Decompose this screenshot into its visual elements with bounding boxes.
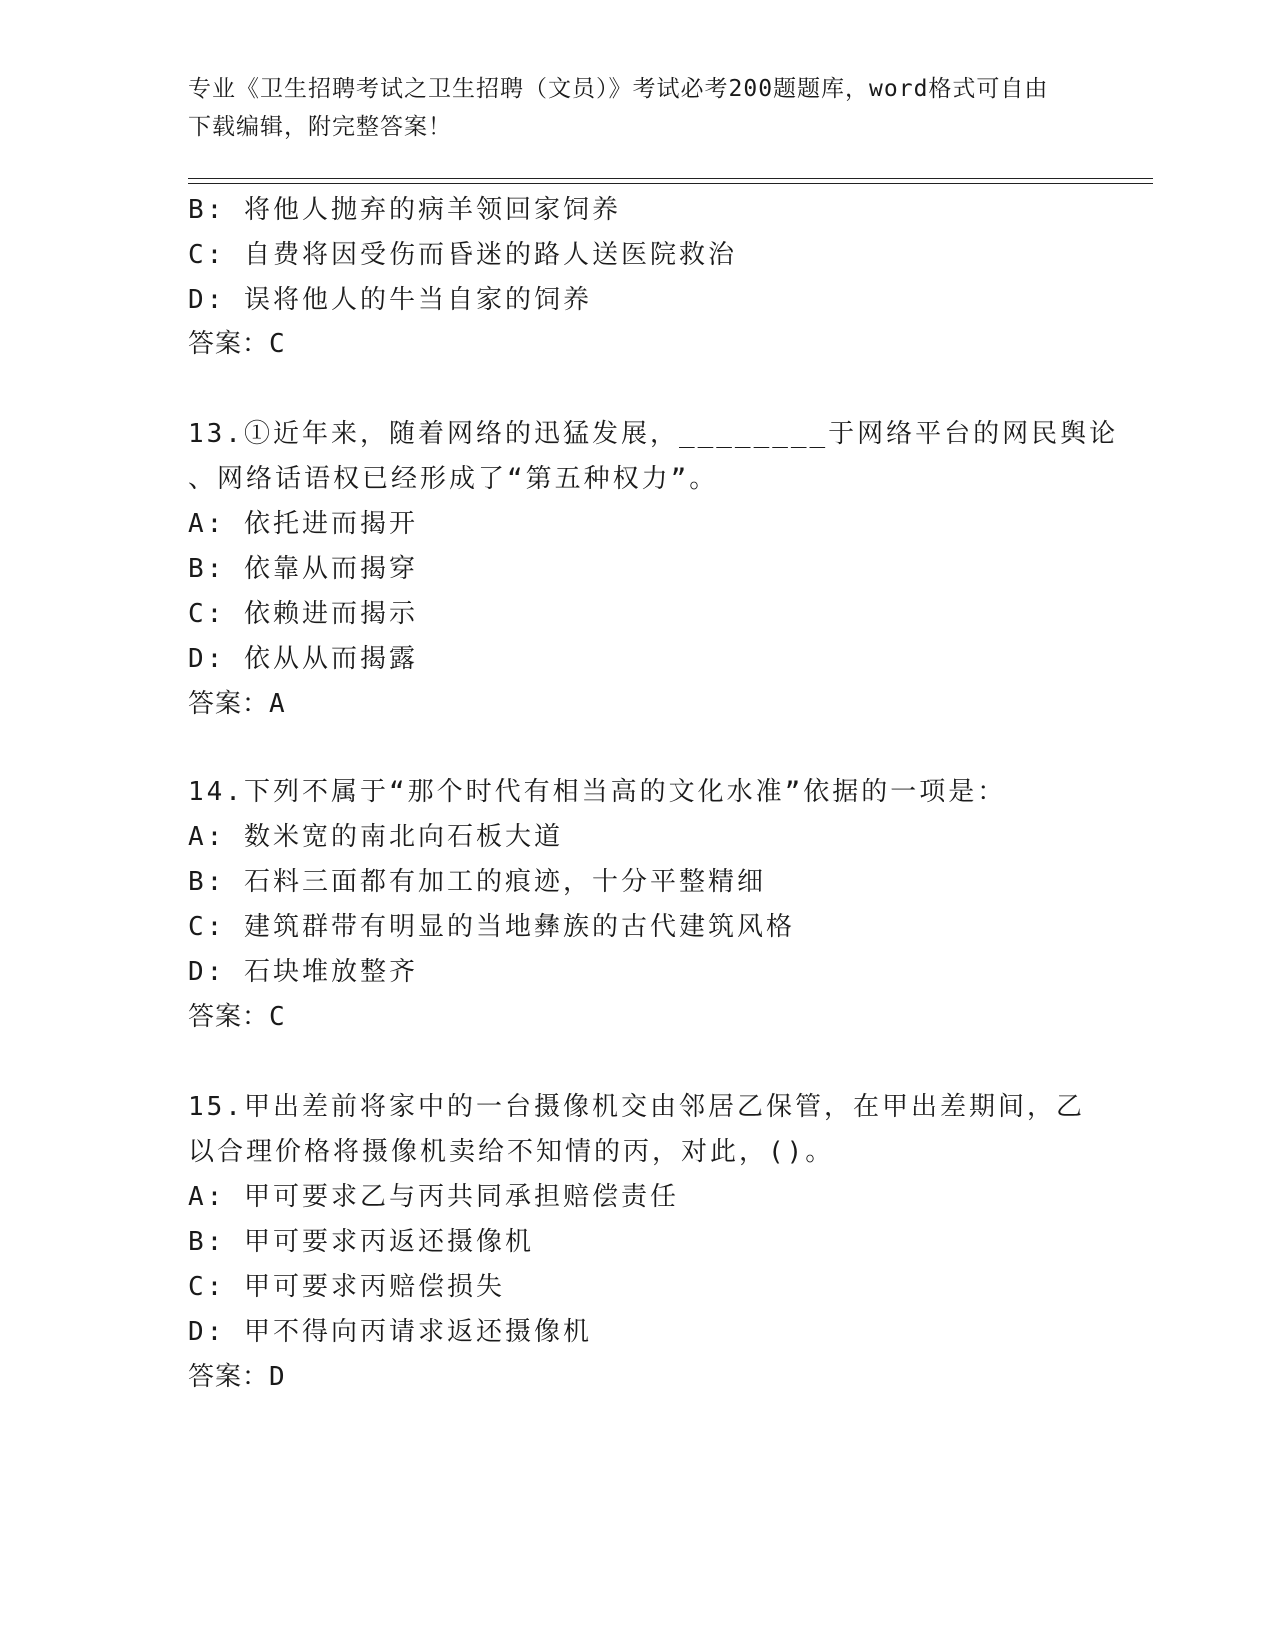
q14-stem-line1: 14.下列不属于“那个时代有相当高的文化水准”依据的一项是： <box>188 777 1007 807</box>
q13-option-b: B: 依靠从而揭穿 <box>188 554 418 584</box>
q12-answer: 答案：C <box>188 329 286 359</box>
q14-option-a: A: 数米宽的南北向石板大道 <box>188 822 563 852</box>
q14-option-c: C: 建筑群带有明显的当地彝族的古代建筑风格 <box>188 912 795 942</box>
q13-stem-line1: 13.①近年来，随着网络的迅猛发展，________于网络平台的网民舆论 <box>188 419 1119 449</box>
q12-option-c: C: 自费将因受伤而昏迷的路人送医院救治 <box>188 240 737 270</box>
document-header: 专业《卫生招聘考试之卫生招聘（文员）》考试必考200题题库，word格式可自由下载编辑，附完整答案！ <box>188 76 1049 140</box>
q12-option-b: B: 将他人抛弃的病羊领回家饲养 <box>188 195 621 225</box>
q13-answer: 答案：A <box>188 689 286 719</box>
q13-option-a: A: 依托进而揭开 <box>188 509 418 539</box>
q13-option-c: C: 依赖进而揭示 <box>188 599 418 629</box>
q15-stem-line2: 以合理价格将摄像机卖给不知情的丙，对此，()。 <box>188 1137 835 1167</box>
q15-answer: 答案：D <box>188 1362 286 1392</box>
q14-option-b: B: 石料三面都有加工的痕迹，十分平整精细 <box>188 867 766 897</box>
q13-stem-line2: 、网络话语权已经形成了“第五种权力”。 <box>188 464 719 494</box>
header-rule-top <box>188 178 1153 179</box>
header-rule-bottom <box>188 183 1153 184</box>
q15-option-a: A: 甲可要求乙与丙共同承担赔偿责任 <box>188 1182 679 1212</box>
q15-option-d: D: 甲不得向丙请求返还摄像机 <box>188 1317 592 1347</box>
q12-option-d: D: 误将他人的牛当自家的饲养 <box>188 285 592 315</box>
q15-option-b: B: 甲可要求丙返还摄像机 <box>188 1227 534 1257</box>
q15-stem-line1: 15.甲出差前将家中的一台摄像机交由邻居乙保管，在甲出差期间，乙 <box>188 1092 1085 1122</box>
q15-option-c: C: 甲可要求丙赔偿损失 <box>188 1272 505 1302</box>
q14-option-d: D: 石块堆放整齐 <box>188 957 418 987</box>
q13-option-d: D: 依从从而揭露 <box>188 644 418 674</box>
q14-answer: 答案：C <box>188 1002 286 1032</box>
